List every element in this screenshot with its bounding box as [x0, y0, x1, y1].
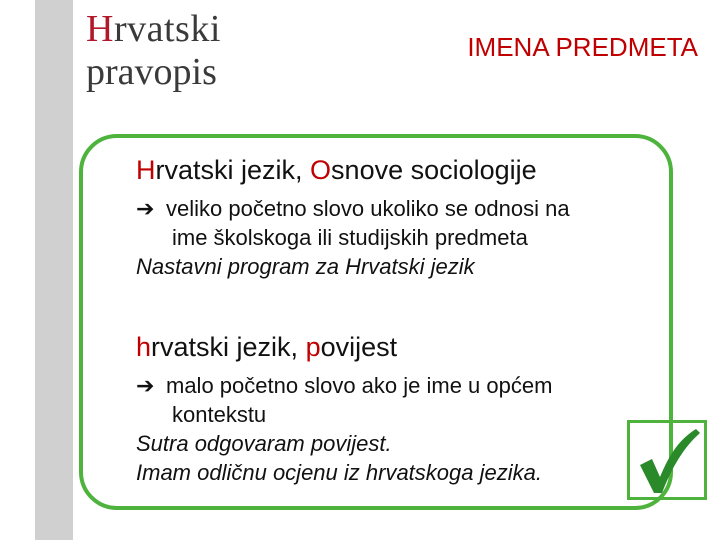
heading-cap: O — [310, 155, 332, 185]
logo — [86, 6, 221, 92]
section-lowercase — [136, 331, 552, 487]
example-text: Sutra odgovaram povijest. — [136, 431, 392, 456]
rule-point — [136, 371, 552, 429]
rule-text: veliko početno slovo ukoliko se odnosi na — [166, 196, 570, 221]
check-icon — [627, 420, 707, 500]
section-heading — [136, 154, 570, 186]
heading-cap: H — [136, 155, 156, 185]
rule-text: malo početno slovo ako je ime u općem — [166, 373, 553, 398]
section-heading — [136, 331, 552, 363]
heading-text: snove sociologije — [331, 155, 537, 185]
logo-word-1: rvatski — [113, 8, 221, 50]
example-text: Nastavni program za Hrvatski jezik — [136, 254, 475, 279]
side-bar — [35, 0, 73, 540]
heading-text: rvatski jezik, — [155, 155, 311, 185]
heading-cap: p — [305, 332, 321, 362]
heading-text: rvatski jezik, — [151, 332, 306, 362]
rule-point — [136, 194, 570, 252]
rule-text: ime školskoga ili studijskih predmeta — [172, 225, 528, 250]
heading-text: ovijest — [320, 332, 398, 362]
logo-initial: H — [86, 8, 114, 50]
logo-word-2: pravopis — [86, 51, 217, 93]
slide-title: IMENA PREDMETA — [467, 32, 698, 62]
arrow-icon: ➔ — [136, 196, 155, 221]
rule-text: kontekstu — [172, 402, 267, 427]
heading-cap: h — [136, 332, 152, 362]
section-uppercase — [136, 154, 570, 281]
example-text: Imam odličnu ocjenu iz hrvatskoga jezika. — [136, 460, 542, 485]
arrow-icon: ➔ — [136, 373, 155, 398]
